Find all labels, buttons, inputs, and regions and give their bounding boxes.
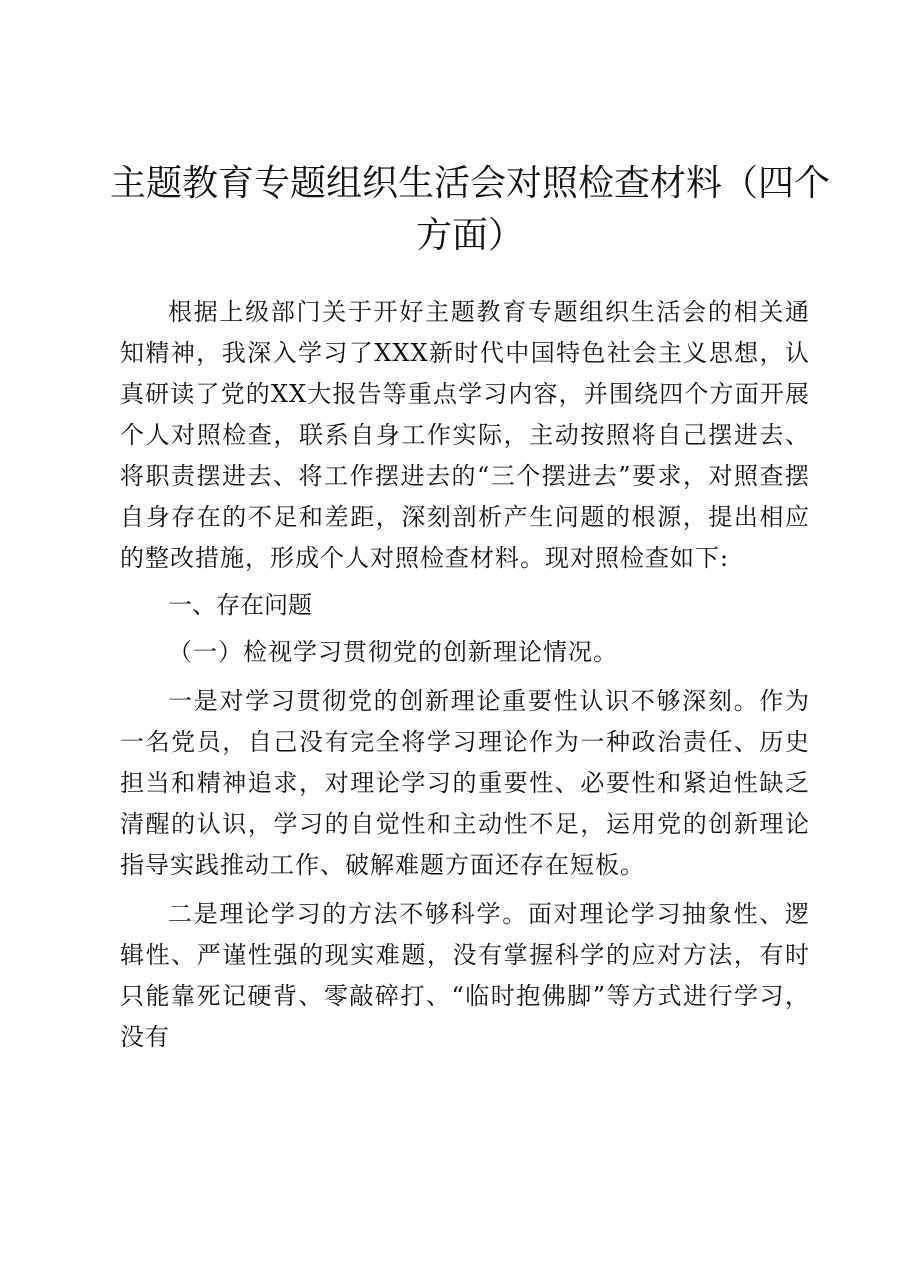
intro-paragraph: 根据上级部门关于开好主题教育专题组织生活会的相关通知精神，我深入学习了XXX新时代中国特色社会主义思想，认真研读了党的XX大报告等重点学习内容，并围绕四个方面开展个人对照检查，联系自身工作实际，主动按照将自己摆进去、将职责摆进去、将工作摆进去的“三个摆进去”要求，对照查摆自身存在的不足和差距，深刻剖析产生问题的根源，提出相应的整改措施，形成个人对照检查材料。现对照检查如下: xyxy=(120,298,810,572)
point-paragraph-1: 一是对学习贯彻党的创新理论重要性认识不够深刻。作为一名党员，自己没有完全将学习理论作为一种政治责任、历史担当和精神追求，对理论学习的重要性、必要性和紧迫性缺乏清醒的认识，学习的自觉性和主动性不足，运用党的创新理论指导实践推动工作、破解难题方面还存在短板。 xyxy=(120,687,810,879)
document-title: 主题教育专题组织生活会对照检查材料（四个方面） xyxy=(110,163,831,256)
point-paragraph-2: 二是理论学习的方法不够科学。面对理论学习抽象性、逻辑性、严谨性强的现实难题，没有掌握科学的应对方法，有时只能靠死记硬背、零敲碎打、“临时抱佛脚”等方式进行学习，没有 xyxy=(120,900,810,1051)
section-heading-problems: 一、存在问题 xyxy=(168,591,312,619)
document-body xyxy=(120,292,810,1058)
subsection-heading-1: （一）检视学习贯彻党的创新理论情况。 xyxy=(168,638,618,666)
